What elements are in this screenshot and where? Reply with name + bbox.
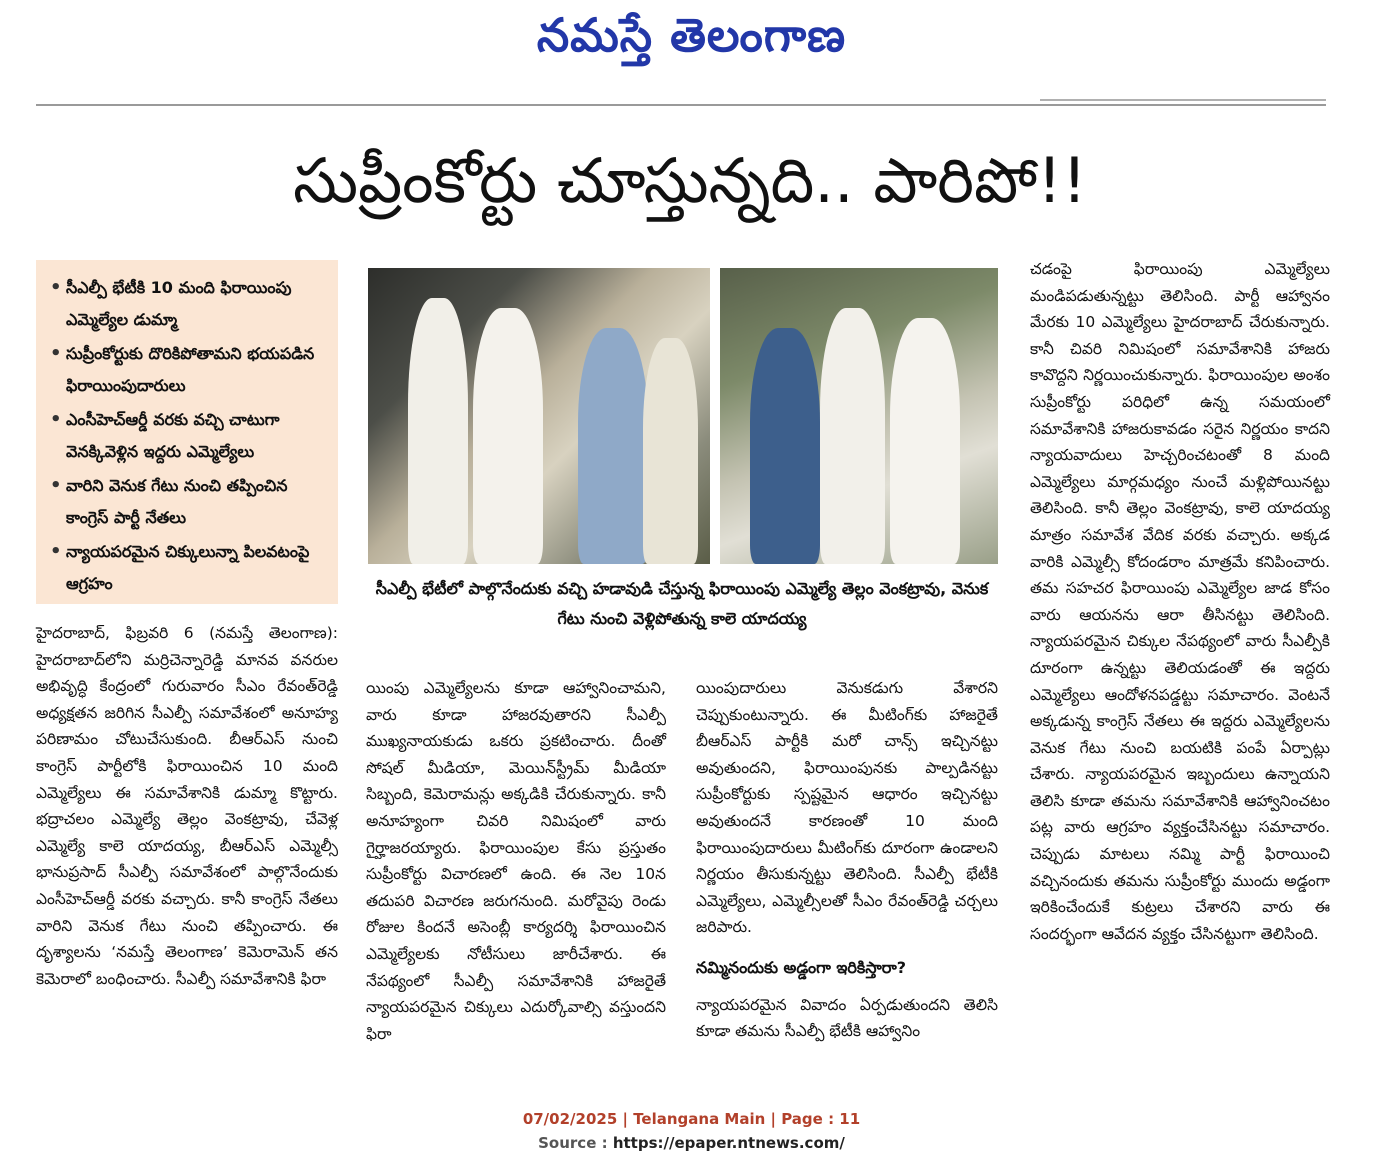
highlights-box (36, 260, 338, 604)
highlight-item: • సీఎల్పీ భేటీకి 10 మంది ఫిరాయింపు ఎమ్మెల్యేల డుమ్మా (46, 272, 330, 336)
highlight-item: • వారిని వెనుక గేటు నుంచి తప్పించిన కాంగ్రెస్ పార్టీ నేతలు (46, 470, 330, 534)
photo-caption: సీఎల్పీ భేటీలో పాల్గొనేందుకు వచ్చి హడావుడి చేస్తున్న ఫిరాయింపు ఎమ్మెల్యే తెల్లం వెంకట్రావు, వెనుక గేటు నుంచి వెళ్లిపోతున్న కాలె యాదయ్య (375, 579, 989, 628)
highlight-item: • ఎంసీహెచ్‌ఆర్డీ వరకు వచ్చి చాటుగా వెనక్కివెళ్లిన ఇద్దరు ఎమ్మెల్యేలు (46, 404, 330, 468)
masthead-title: నమస్తే తెలంగాణ (536, 8, 847, 62)
article-column-1 (36, 620, 338, 992)
highlight-item: • న్యాయపరమైన చిక్కులున్నా పిలవటంపై ఆగ్రహం (46, 536, 330, 600)
article-column-4 (1030, 256, 1330, 947)
source-link[interactable]: https://epaper.ntnews.com/ (612, 1134, 845, 1152)
header-rule-right (1040, 99, 1326, 101)
article-headline: సుప్రీంకోర్టు చూస్తున్నది.. పారిపో!! (293, 144, 1087, 217)
source-label: Source : (538, 1134, 613, 1152)
column-text: యింపుదారులు వెనుకడుగు వేశారని చెప్పుకుంటున్నారు. ఈ మీటింగ్‌కు హాజరైతే బీఆర్‌ఎస్ పార్టీకి మరో చాన్స్ ఇచ్చినట్టు అవుతుందని, ఫిరాయింపునకు పాల్పడినట్టు సుప్రీంకోర్టుకు స్పష్టమైన ఆధారం ఇచ్చినట్టు అవుతుందనే కారణంతో 10 మంది ఫిరాయింపుదారులు మీటింగ్‌కు దూరంగా ఉండాలని నిర్ణయం తీసుకున్నట్టు తెలిసింది. సీఎల్పీ భేటీకి ఎమ్మెల్యేలు, ఎమ్మెల్సీలతో సీఎం రేవంత్‌రెడ్డి చర్చలు జరిపారు. (696, 679, 998, 937)
column-text: న్యాయపరమైన వివాదం ఏర్పడుతుందని తెలిసి కూడా తమను సీఎల్పీ భేటీకి ఆహ్వానిం (696, 995, 998, 1041)
news-photo-right (720, 268, 998, 564)
column-text: హైదరాబాద్, ఫిబ్రవరి 6 (నమస్తే తెలంగాణ): హైదరాబాద్‌లోని మర్రిచెన్నారెడ్డి మానవ వనరుల అభివృద్ధి కేంద్రంలో గురువారం సీఎం రేవంత్‌రెడ్డి అధ్యక్షతన జరిగిన సీఎల్పీ సమావేశంలో అనూహ్య పరిణామం చోటుచేసుకుంది. బీఆర్‌ఎస్ నుంచి కాంగ్రెస్ పార్టీలోకి ఫిరాయించిన 10 మంది ఎమ్మెల్యేలు ఈ సమావేశానికి డుమ్మా కొట్టారు. భద్రాచలం ఎమ్మెల్యే తెల్లం వెంకట్రావు, చేవెళ్ల ఎమ్మెల్యే కాలె యాదయ్య, బీఆర్‌ఎస్ ఎమ్మెల్సీ భానుప్రసాద్ సీఎల్పీ సమావేశంలో పాల్గొనేందుకు ఎంసీహెచ్‌ఆర్డీ వరకు వచ్చారు. కానీ కాంగ్రెస్ నేతలు వారిని వెనుక గేటు నుంచి తప్పించారు. ఈ దృశ్యాలను ‘నమస్తే తెలంగాణ’ కెమెరామెన్ తన కెమెరాలో బంధించారు. సీఎల్పీ సమావేశానికి ఫిరా (36, 624, 338, 988)
footer-source (0, 1134, 1383, 1152)
article-column-2 (366, 675, 666, 1047)
article-subheading: నమ్మినందుకు అడ్డంగా ఇరికిస్తారా? (696, 957, 907, 977)
column-text: యింపు ఎమ్మెల్యేలను కూడా ఆహ్వానించామని, వారు కూడా హాజరవుతారని సీఎల్పీ ముఖ్యనాయకుడు ఒకరు ప్రకటించారు. దీంతో సోషల్ మీడియా, మెయిన్‌స్ట్రీమ్ మీడియా సిబ్బంది, కెమెరామన్లు అక్కడికి చేరుకున్నారు. కానీ అనూహ్యంగా చివరి నిమిషంలో వారు గైర్హాజరయ్యారు. ఫిరాయింపుల కేసు ప్రస్తుతం సుప్రీంకోర్టు విచారణలో ఉంది. ఈ నెల 10న తదుపరి విచారణ జరుగనుంది. మరోవైపు రెండు రోజుల కిందనే అసెంబ్లీ కార్యదర్శి ఫిరాయించిన ఎమ్మెల్యేలకు నోటీసులు జారీచేశారు. ఈ నేపథ్యంలో సీఎల్పీ సమావేశానికి హాజరైతే న్యాయపరమైన చిక్కులు ఎదుర్కోవాల్సి వస్తుందని ఫిరా (366, 679, 666, 1043)
footer-date-page: 07/02/2025 | Telangana Main | Page : 11 (522, 1110, 861, 1128)
column-text: చడంపై ఫిరాయింపు ఎమ్మెల్యేలు మండిపడుతున్నట్టు తెలిసింది. పార్టీ ఆహ్వానం మేరకు 10 ఎమ్మెల్యేలు హైదరాబాద్ చేరుకున్నారు. కానీ చివరి నిమిషంలో సమావేశానికి హాజరు కావొద్దని నిర్ణయించుకున్నారు. ఫిరాయింపుల అంశం సుప్రీంకోర్టు పరిధిలో ఉన్న సమయంలో సమావేశానికి హాజరుకావడం సరైన నిర్ణయం కాదని న్యాయవాదులు హెచ్చరించటంతో 8 మంది ఎమ్మెల్యేలు మార్గమధ్యం నుంచే మళ్లిపోయినట్టు తెలిసింది. కానీ తెల్లం వెంకట్రావు, కాలె యాదయ్య మాత్రం సమావేశ వేదిక వరకు వచ్చారు. అక్కడ వారికి ఎమ్మెల్సీ కోదండరాం మాత్రమే కనిపించారు. తమ సహచర ఫిరాయింపు ఎమ్మెల్యేల జాడ కోసం వారు ఆయనను ఆరా తీసినట్టు తెలిసింది. న్యాయపరమైన చిక్కుల నేపథ్యంలో వారు సీఎల్పీకి దూరంగా ఉన్నట్టు తెలియడంతో ఈ ఇద్దరు ఎమ్మెల్యేలు ఆందోళనపడ్డట్టు సమాచారం. వెంటనే అక్కడున్న కాంగ్రెస్ నేతలు ఈ ఇద్దరు ఎమ్మెల్యేలను వెనుక గేటు నుంచి బయటికి పంపే ఏర్పాట్లు చేశారు. న్యాయపరమైన ఇబ్బందులు ఉన్నాయని తెలిసి కూడా తమను సమావేశానికి ఆహ్వానించటం పట్ల వారు ఆగ్రహం వ్యక్తంచేసినట్టు సమాచారం. చెప్పుడు మాటలు నమ్మి పార్టీ ఫిరాయించి వచ్చినందుకు తమను సుప్రీంకోర్టు ముందు అడ్డంగా ఇరికించేందుకే కుట్రలు చేశారని వారు ఈ సందర్భంగా ఆవేదన వ్యక్తం చేసినట్టుగా తెలిసింది. (1030, 260, 1330, 943)
article-column-3 (696, 675, 998, 1045)
highlight-item: • సుప్రీంకోర్టుకు దొరికిపోతామని భయపడిన ఫిరాయింపుదారులు (46, 338, 330, 402)
masthead-logo (0, 8, 1383, 74)
header-rule (36, 104, 1326, 106)
news-photo-left (368, 268, 710, 564)
